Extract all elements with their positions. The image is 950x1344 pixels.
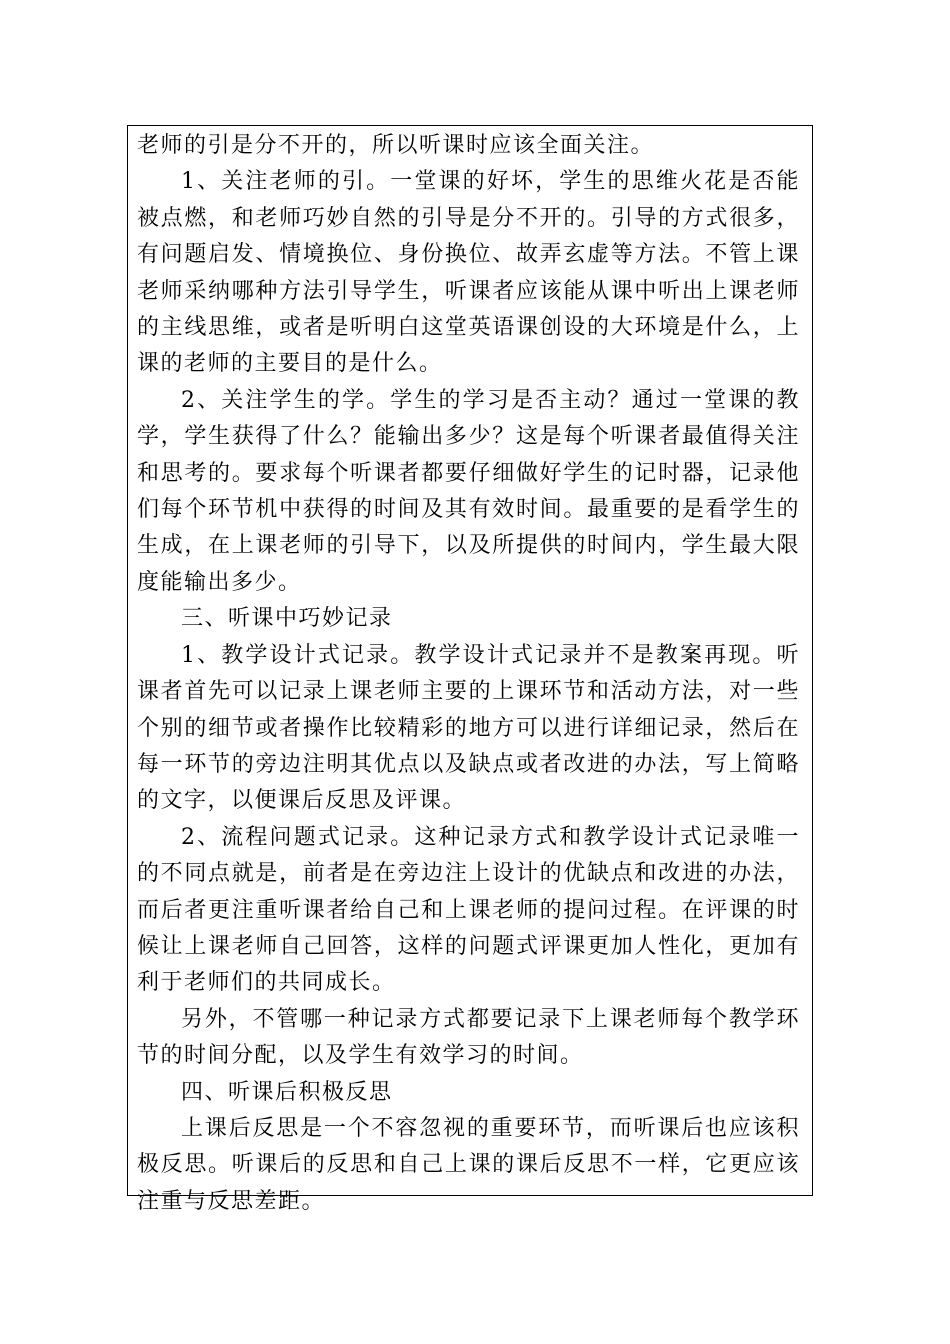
paragraph-teacher-guidance: 1、关注老师的引。一堂课的好坏，学生的思维火花是否能被点燃，和老师巧妙自然的引导是分不开的。引导的方式很多，有问题启发、情境换位、身份换位、故弄玄虚等方法。不管上课老师采纳哪种方法引导学生，听课者应该能从课中听出上课老师的主线思维，或者是听明白这堂英语课创设的大环境是什么，上课的老师的主要目的是什么。: [137, 169, 800, 377]
paragraph-reflection: 上课后反思是一个不容忽视的重要环节，而听课后也应该积极反思。听课后的反思和自己上课的课后反思不一样，它更应该注重与反思差距。: [137, 1115, 800, 1214]
section-heading-reflection: 四、听课后积极反思: [181, 1079, 393, 1105]
paragraph-flow-recording: 2、流程问题式记录。这种记录方式和教学设计式记录唯一的不同点就是，前者是在旁边注上设计的优缺点和改进的办法，而后者更注重听课者给自己和上课老师的提问过程。在评课的时候让上课老师自己回答，这样的问题式评课更加人性化，更加有利于老师们的共同成长。: [137, 824, 800, 996]
document-body: [137, 128, 800, 1220]
paragraph-design-recording: 1、教学设计式记录。教学设计式记录并不是教案再现。听课者首先可以记录上课老师主要的上课环节和活动方法，对一些个别的细节或者操作比较精彩的地方可以进行详细记录，然后在每一环节的旁边注明其优点以及缺点或者改进的办法，写上简略的文字，以便课后反思及评课。: [137, 642, 800, 814]
paragraph-continuation: 老师的引是分不开的，所以听课时应该全面关注。: [137, 133, 655, 158]
paragraph-student-learning: 2、关注学生的学。学生的学习是否主动？通过一堂课的教学，学生获得了什么？能输出多少？这是每个听课者最值得关注和思考的。要求每个听课者都要仔细做好学生的记时器，记录他们每个环节机中获得的时间及其有效时间。最重要的是看学生的生成，在上课老师的引导下，以及所提供的时间内，学生最大限度能输出多少。: [137, 387, 800, 595]
section-heading-recording: 三、听课中巧妙记录: [181, 606, 393, 632]
document-box: [127, 125, 813, 1214]
paragraph-time-allocation: 另外，不管哪一种记录方式都要记录下上课老师每个教学环节的时间分配，以及学生有效学习的时间。: [137, 1006, 800, 1069]
